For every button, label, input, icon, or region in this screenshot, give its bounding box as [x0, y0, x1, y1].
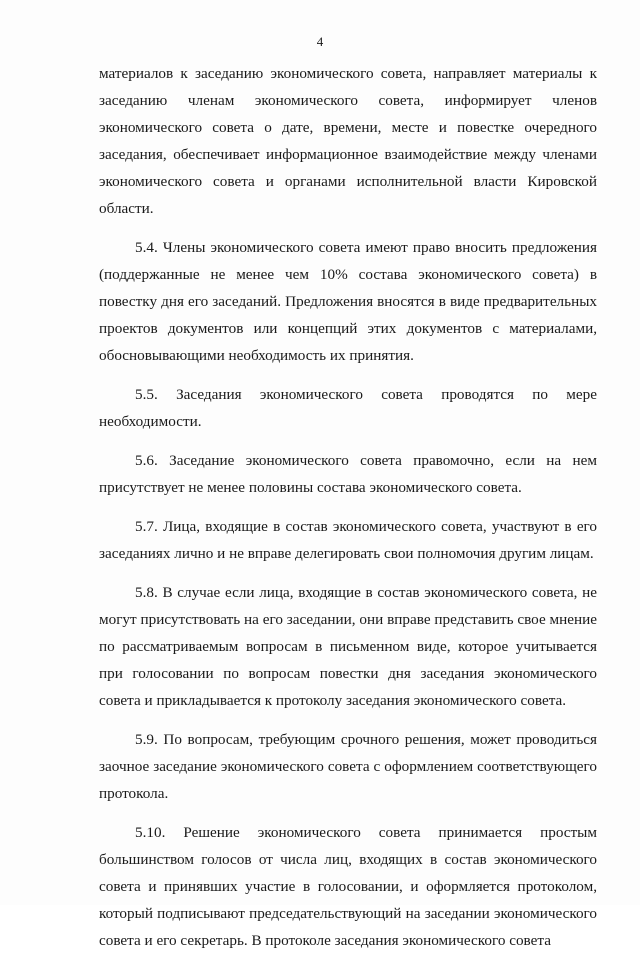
document-body: [99, 60, 597, 954]
paragraph-5-7: 5.7. Лица, входящие в состав экономического совета, участвуют в его заседаниях лично и не вправе делегировать свои полномочия другим лицам.: [99, 518, 597, 562]
paragraph-5-9: 5.9. По вопросам, требующим срочного решения, может проводиться заочное заседание экономического совета с оформлением соответствующего протокола.: [99, 731, 597, 802]
paragraph-5-10: 5.10. Решение экономического совета принимается простым большинством голосов от числа лиц, входящих в состав экономического совета и принявших участие в голосовании, и оформляется протоколом, который подписывают председательствующий на заседании экономического совета и его секретарь. В протоколе заседания экономического совета: [99, 824, 597, 949]
paragraph-5-5: 5.5. Заседания экономического совета проводятся по мере необходимости.: [99, 386, 597, 430]
paragraph-5-6: 5.6. Заседание экономического совета правомочно, если на нем присутствует не менее половины состава экономического совета.: [99, 452, 597, 496]
paragraph-5-8: 5.8. В случае если лица, входящие в состав экономического совета, не могут присутствовать на его заседании, они вправе представить свое мнение по рассматриваемым вопросам в письменном виде, которое учитывается при голосовании по вопросам повестки дня заседания экономического совета и прикладывается к протоколу заседания экономического совета.: [99, 584, 597, 709]
page-number: 4: [316, 34, 324, 49]
paragraph-continuation: материалов к заседанию экономического совета, направляет материалы к заседанию членам экономического совета, информирует членов экономического совета о дате, времени, месте и повестке очередного заседания, обеспечивает информационное взаимодействие между членами экономического совета и органами исполнительной власти Кировской области.: [99, 65, 597, 217]
paragraph-5-4: 5.4. Члены экономического совета имеют право вносить предложения (поддержанные не менее чем 10% состава экономического совета) в повестку дня его заседаний. Предложения вносятся в виде предварительных проектов документов или концепций этих документов с материалами, обосновывающими необходимость их принятия.: [99, 239, 597, 364]
